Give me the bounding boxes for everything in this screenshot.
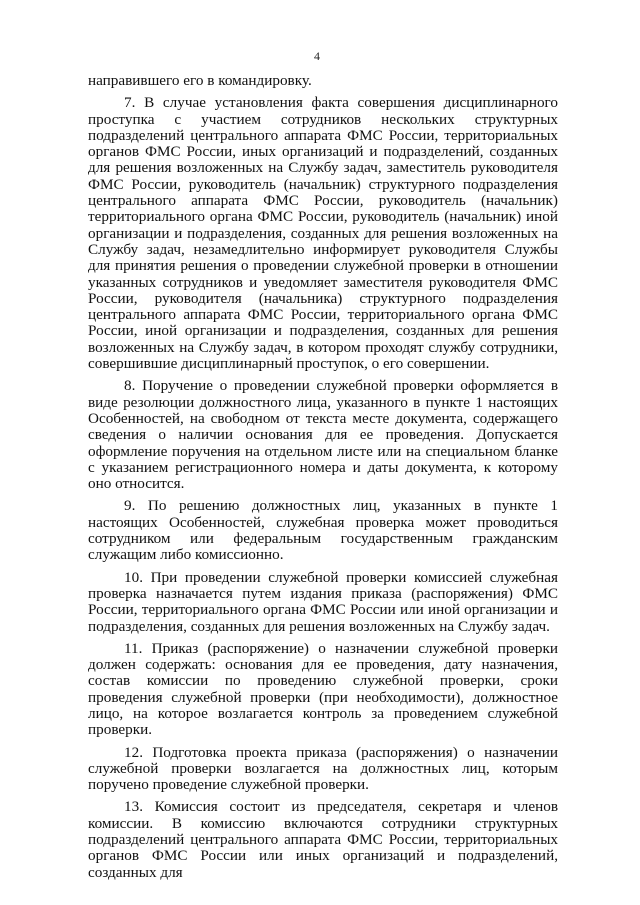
page-number: 4 bbox=[314, 49, 320, 63]
paragraph-10: 10. При проведении служебной проверки комиссией служебная проверка назначается путем издания приказа (распоряжения) ФМС России, территориального органа ФМС России или иной организации и подразделения, созданных для решения возложенных на Службу задач. bbox=[88, 568, 558, 635]
paragraph-7: 7. В случае установления факта совершения дисциплинарного проступка с участием сотрудников нескольких структурных подразделений центрального аппарата ФМС России, территориальных органов ФМС России, иных организаций и подразделений, созданных для решения возложенных на Службу задач, заместитель руководителя ФМС России, руководитель (начальник) структурного подразделения центрального аппарата ФМС России, руководитель (начальник) территориального органа ФМС России, руководитель (начальник) иной организации и подразделения, созданных для решения возложенных на Службу задач, незамедлительно информирует руководителя Службы для принятия решения о проведении служебной проверки в отношении указанных сотрудников и уведомляет заместителя руководителя ФМС России, руководителя (начальника) структурного подразделения центрального аппарата ФМС России, территориального органа ФМС России, иной организации и подразделения, созданных для решения возложенных на Службу задач, в котором проходят службу сотрудники, совершившие дисциплинарный проступок, о его совершении. bbox=[88, 94, 558, 373]
paragraph-13: 13. Комиссия состоит из председателя, секретаря и членов комиссии. В комиссию включаются сотрудники структурных подразделений центрального аппарата ФМС России, территориальных органов ФМС России или иных организаций и подразделений, созданных для bbox=[88, 798, 558, 881]
paragraph-continuation: направившего его в командировку. bbox=[88, 72, 312, 89]
paragraph-12: 12. Подготовка проекта приказа (распоряжения) о назначении служебной проверки возлагается на должностных лиц, которым поручено проведение служебной проверки. bbox=[88, 743, 558, 794]
paragraph-11: 11. Приказ (распоряжение) о назначении служебной проверки должен содержать: основания для ее проведения, дату назначения, состав комиссии по проведению служебной проверки, сроки проведения служебной проверки (при необходимости), должностное лицо, на которое возлагается контроль за проведением служебной проверки. bbox=[88, 639, 558, 739]
document-body bbox=[88, 73, 558, 887]
paragraph-8: 8. Поручение о проведении служебной проверки оформляется в виде резолюции должностного лица, указанного в пункте 1 настоящих Особенностей, на свободном от текста месте документа, содержащего сведения о наличии основания для ее проведения. Допускается оформление поручения на отдельном листе или на специальном бланке с указанием регистрационного номера и даты документа, к которому оно относится. bbox=[88, 377, 558, 493]
paragraph-9: 9. По решению должностных лиц, указанных в пункте 1 настоящих Особенностей, служебная проверка может проводиться сотрудником или федеральным государственным гражданским служащим либо комиссионно. bbox=[88, 497, 558, 564]
